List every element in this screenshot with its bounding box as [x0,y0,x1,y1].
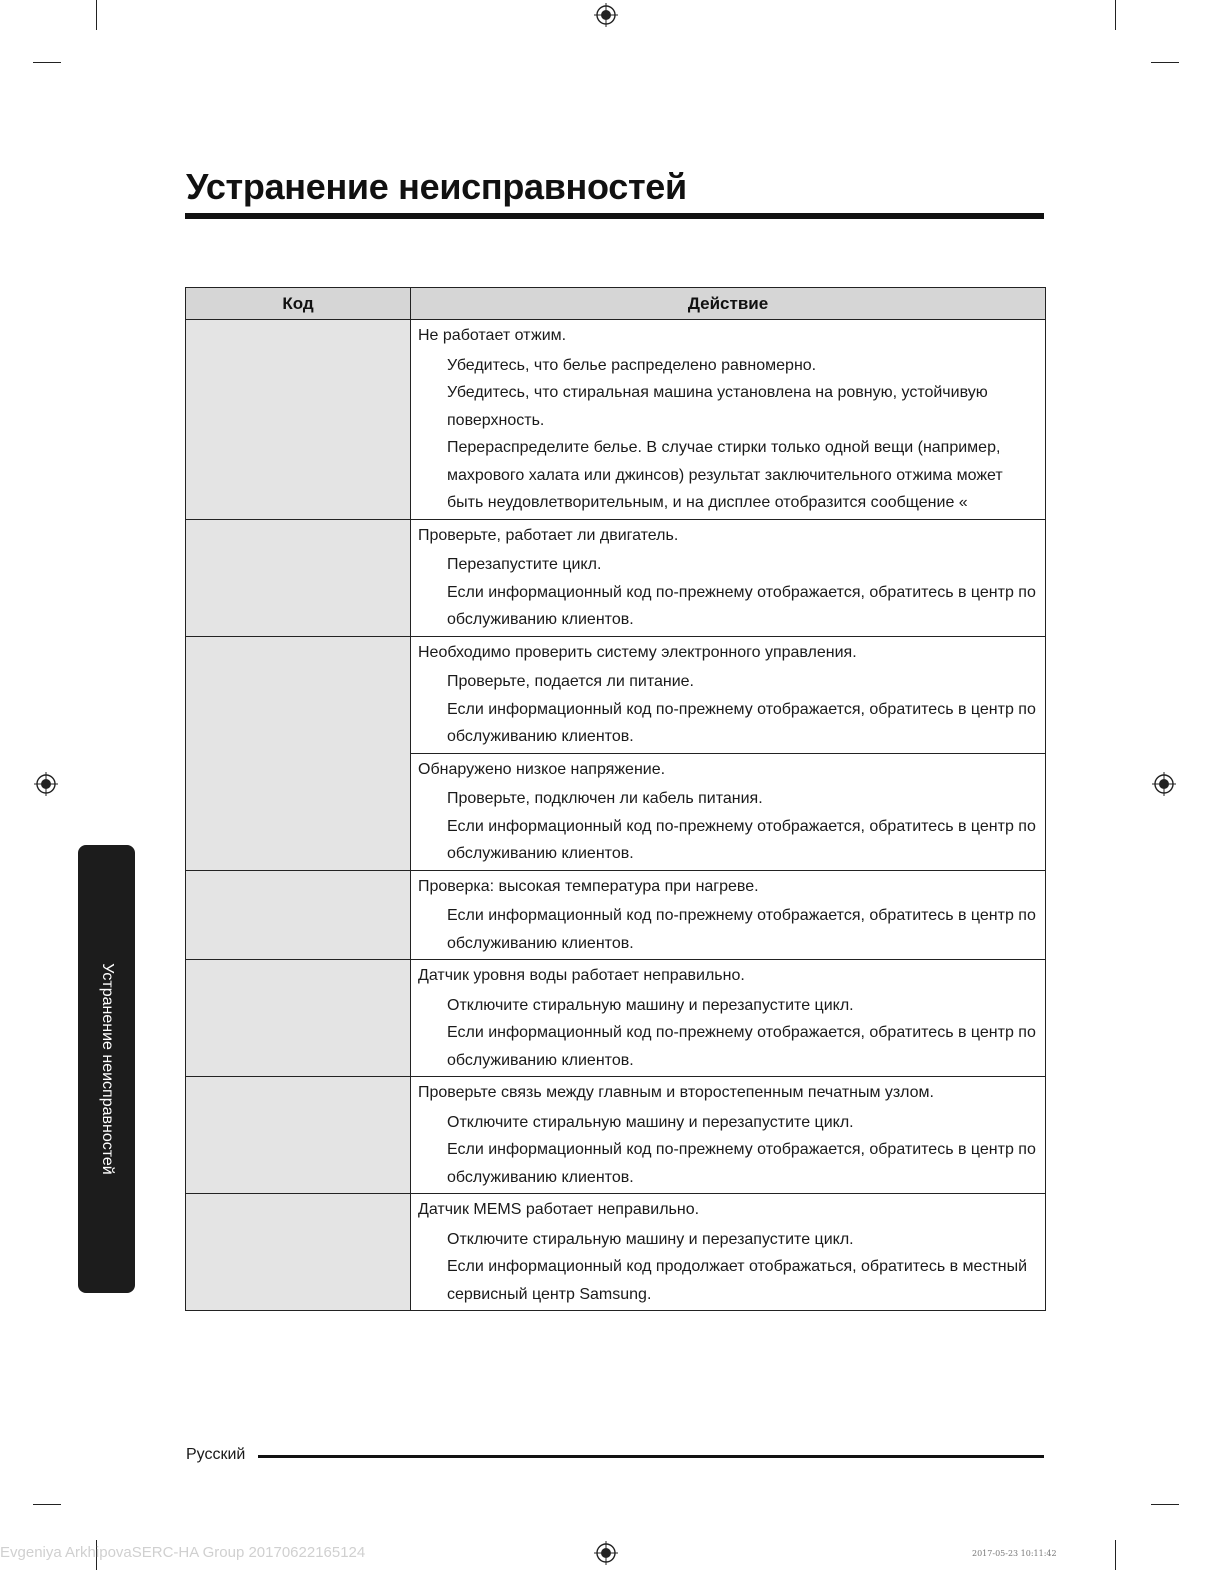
action-step: Перезапустите цикл. [447,556,602,573]
action-step: Проверьте, подключен ли кабель питания. [447,790,763,807]
table-row [186,1194,1046,1311]
action-step: Перераспределите белье. В случае стирки только одной вещи (например, махрового халата или джинсов) результат заключительного отжима может быть неудовлетворительным, и на дисплее отобразится сообщение « [447,439,1003,511]
code-cell [186,1194,411,1311]
action-cell [411,320,1046,520]
action-step: Если информационный код по-прежнему отображается, обратитесь в центр по обслуживанию клиентов. [447,907,1036,952]
action-step: Убедитесь, что белье распределено равномерно. [447,356,817,374]
action-title: Датчик MEMS работает неправильно. [418,1201,700,1218]
crop-mark [1151,1504,1179,1505]
chapter-side-tab-label: Устранение неисправностей [98,963,116,1175]
action-cell [411,1194,1046,1311]
column-header-action: Действие [411,288,1046,320]
action-title: Проверка: высокая температура при нагреве. [418,877,759,895]
action-step: Если информационный код продолжает отображаться, обратитесь в местный сервисный центр Samsung. [447,1258,1028,1303]
code-cell [186,1077,411,1194]
action-title: Не работает отжим. [418,327,567,344]
action-cell [411,753,1046,870]
action-step: Если информационный код по-прежнему отображается, обратитесь в центр по обслуживанию клиентов. [447,1024,1036,1069]
page-title: Устранение неисправностей [186,166,687,207]
table-header-row [186,288,1046,320]
title-rule [185,213,1044,219]
action-step: Если информационный код по-прежнему отображается, обратитесь в центр по обслуживанию клиентов. [447,583,1036,628]
crop-mark [1115,0,1116,30]
crop-mark [33,1504,61,1505]
table-row [186,519,1046,636]
code-cell [186,870,411,960]
code-cell [186,960,411,1077]
action-cell [411,1077,1046,1194]
print-slug-right: 2017-05-23 10:11:42 [972,1549,1057,1558]
action-step: Если информационный код по-прежнему отображается, обратитесь в центр по обслуживанию клиентов. [447,1141,1036,1186]
action-step: Если информационный код по-прежнему отображается, обратитесь в центр по обслуживанию клиентов. [447,817,1036,862]
column-header-code: Код [186,288,411,320]
action-step: Отключите стиральную машину и перезапустите цикл. [447,1113,854,1131]
action-step: Проверьте, подается ли питание. [447,673,694,690]
crop-mark [96,0,97,30]
action-cell [411,960,1046,1077]
action-cell [411,870,1046,960]
action-step: Отключите стиральную машину и перезапустите цикл. [447,996,854,1014]
table-row [186,870,1046,960]
chapter-side-tab [78,845,135,1293]
crop-mark [33,62,61,63]
print-slug-left: Evgeniya ArkhipovaSERC-HA Group 20170622165124 [0,1544,366,1561]
action-title: Обнаружено низкое напряжение. [418,760,666,778]
registration-mark-icon [594,3,618,27]
table-row [186,320,1046,520]
action-cell [411,519,1046,636]
code-cell [186,519,411,636]
action-cell [411,636,1046,753]
action-title: Проверьте связь между главным и второстепенным печатным узлом. [418,1084,934,1101]
code-cell [186,636,411,870]
crop-mark [1115,1540,1116,1570]
info-code-table [185,287,1046,1311]
action-step: Убедитесь, что стиральная машина установлена на ровную, устойчивую поверхность. [447,384,988,429]
registration-mark-icon [1152,772,1176,796]
footer-language: Русский [186,1446,246,1463]
table-row [186,1077,1046,1194]
footer-rule [258,1455,1044,1458]
registration-mark-icon [34,772,58,796]
table-row [186,960,1046,1077]
code-cell [186,320,411,520]
table-row [186,636,1046,753]
action-title: Проверьте, работает ли двигатель. [418,526,679,544]
action-step: Если информационный код по-прежнему отображается, обратитесь в центр по обслуживанию клиентов. [447,700,1036,745]
action-step: Отключите стиральную машину и перезапустите цикл. [447,1230,854,1248]
registration-mark-icon [594,1541,618,1565]
crop-mark [1151,62,1179,63]
action-title: Датчик уровня воды работает неправильно. [418,967,745,984]
action-title: Необходимо проверить систему электронного управления. [418,643,857,661]
